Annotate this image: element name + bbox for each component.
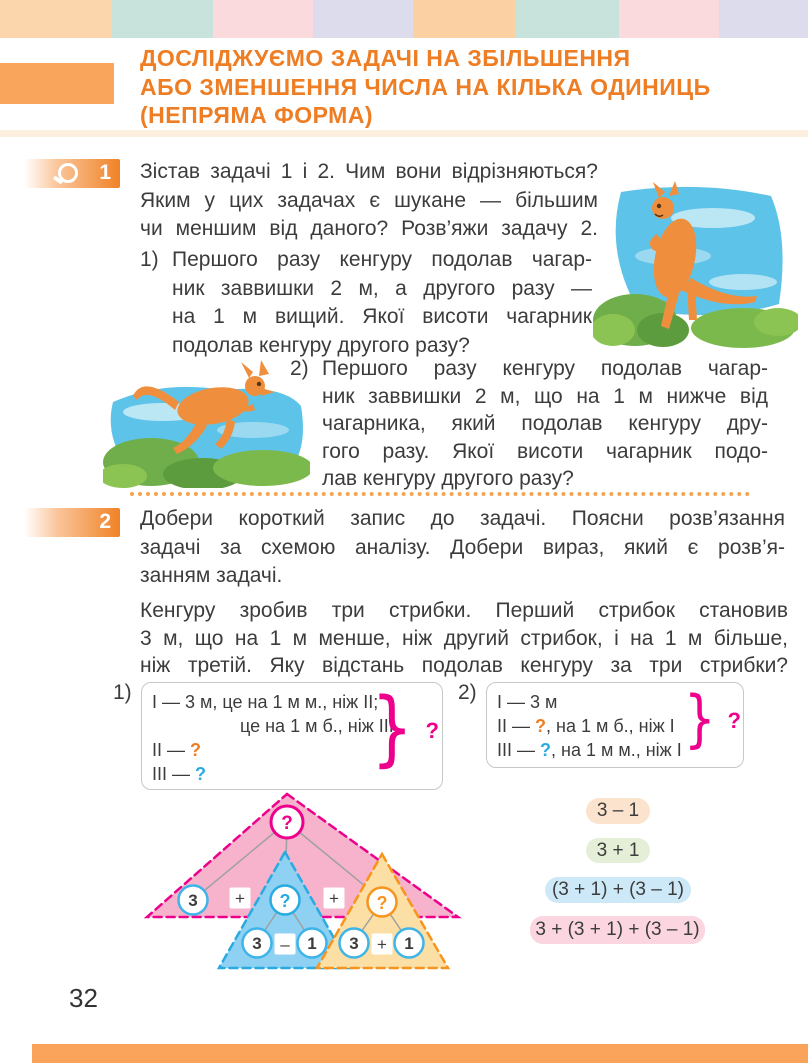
problem-line: Першого разу кенгуру подолав чагар- <box>322 357 768 380</box>
orange-question-node: ? <box>376 893 388 913</box>
color-block <box>719 0 808 38</box>
operator-plus: + <box>329 889 339 908</box>
root-question-node: ? <box>281 813 293 834</box>
task2-problem-line: 3 м, що на 1 м менше, ніж другий стрибок, і на 1 м більше, <box>140 626 788 650</box>
operator-minus: – <box>280 935 290 954</box>
header-orange-block <box>0 63 114 104</box>
header-underline <box>0 130 808 137</box>
note-line: І — 3 м, це на 1 м м., ніж ІІ; <box>152 692 379 712</box>
page-number: 32 <box>69 983 98 1013</box>
unknown-question-orange: ? <box>190 740 202 760</box>
note-line: ІІ — ?, на 1 м б., ніж І <box>497 716 675 736</box>
curly-brace: } <box>683 682 716 755</box>
kangaroo-standing-illustration <box>593 178 798 354</box>
short-note-2 <box>486 682 744 768</box>
task2-badge-number: 2 <box>99 510 111 533</box>
note-line: І — 3 м <box>497 692 558 712</box>
task2-intro-line: занням задачі. <box>140 564 283 587</box>
color-block <box>313 0 413 38</box>
total-question: ? <box>425 718 439 743</box>
color-block <box>619 0 719 38</box>
unknown-question-orange: ? <box>535 716 547 736</box>
problem-line: подолав кенгуру другого разу? <box>172 333 470 357</box>
top-color-strip <box>0 0 808 38</box>
operator-plus: + <box>377 935 387 954</box>
task2-problem <box>140 597 788 680</box>
operator-plus: + <box>235 889 245 908</box>
page-title-line: ДОСЛІДЖУЄМО ЗАДАЧІ НА ЗБІЛЬШЕННЯ <box>140 45 631 71</box>
problem-line: гого разу. Якої висоти чагарник подо- <box>322 439 768 463</box>
note1-label: 1) <box>113 681 132 704</box>
expression-option-2: 3 + 1 <box>586 838 650 863</box>
task1-problem-1 <box>140 246 592 360</box>
color-block <box>112 0 213 38</box>
task1-intro-line: чи меншим від даного? Розв’яжи задачу 2. <box>140 217 598 240</box>
problem-line: ник заввишки 2 м, що на 1 м нижче від <box>322 384 768 408</box>
dotted-separator <box>130 492 750 496</box>
expression-option-4: 3 + (3 + 1) + (3 – 1) <box>530 916 705 944</box>
task1-badge-number: 1 <box>99 161 111 184</box>
task2-intro-line: Добери короткий запис до задачі. Поясни розв’язання <box>140 507 785 530</box>
note-line: ІІІ — ? <box>152 764 207 784</box>
unknown-question-blue: ? <box>540 740 552 760</box>
expression-option-3: (3 + 1) + (3 – 1) <box>545 877 691 903</box>
color-block <box>413 0 516 38</box>
task1-problem-2 <box>290 355 790 493</box>
expression-option-1: 3 – 1 <box>586 798 650 824</box>
note-line: ІІІ — ?, на 1 м м., ніж І <box>497 740 682 760</box>
task2-problem-line: ніж третій. Яку відстань подолав кенгуру за три стрибки? <box>140 654 788 677</box>
color-block <box>0 0 112 38</box>
problem-line: ник заввишки 2 м, а другого разу — <box>172 276 592 300</box>
short-note-1 <box>141 682 443 790</box>
bottom-orange-strip <box>32 1044 808 1063</box>
problem-line: на 1 м вищий. Якої висоти чагарник <box>172 305 592 328</box>
problem-item-label: 1) <box>140 248 159 271</box>
task2-intro-line: задачі за схемою аналізу. Добери вираз, який є розв’я- <box>140 535 785 559</box>
magnifier-icon <box>58 163 78 183</box>
blue-question-node: ? <box>279 891 291 911</box>
task1-intro <box>140 158 598 244</box>
node-value: 3 <box>188 891 198 910</box>
page-title-line: (НЕПРЯМА ФОРМА) <box>140 102 374 128</box>
problem-line: чагарника, який подолав кенгуру дру- <box>322 412 768 435</box>
page-title <box>140 44 780 130</box>
task2-badge <box>24 508 120 537</box>
note-line: ІІ — ? <box>152 740 202 760</box>
node-value: 3 <box>252 934 262 953</box>
total-question: ? <box>727 708 741 733</box>
kangaroo-leaping-illustration <box>103 350 310 488</box>
task2-problem-line: Кенгуру зробив три стрибки. Перший стрибок становив <box>140 599 788 622</box>
note-line: це на 1 м б., ніж ІІІ <box>240 716 394 736</box>
note2-label: 2) <box>458 681 477 704</box>
task2-intro <box>140 505 785 591</box>
analysis-scheme-diagram <box>135 790 465 982</box>
color-block <box>516 0 619 38</box>
unknown-question-blue: ? <box>195 764 207 784</box>
node-value: 1 <box>307 934 317 953</box>
curly-brace: } <box>371 681 413 776</box>
problem-line: лав кенгуру другого разу? <box>322 467 574 490</box>
task1-intro-line: Зістав задачі 1 і 2. Чим вони відрізняються? <box>140 160 598 183</box>
node-value: 3 <box>349 934 359 953</box>
color-block <box>213 0 313 38</box>
task1-badge <box>24 159 120 188</box>
page-title-line: АБО ЗМЕНШЕННЯ ЧИСЛА НА КІЛЬКА ОДИНИЦЬ <box>140 73 711 100</box>
problem-line: Першого разу кенгуру подолав чагар- <box>172 248 592 271</box>
task1-intro-line: Яким у цих задачах є шукане — більшим <box>140 188 598 212</box>
node-value: 1 <box>404 934 414 953</box>
problem-item-label: 2) <box>290 357 309 380</box>
